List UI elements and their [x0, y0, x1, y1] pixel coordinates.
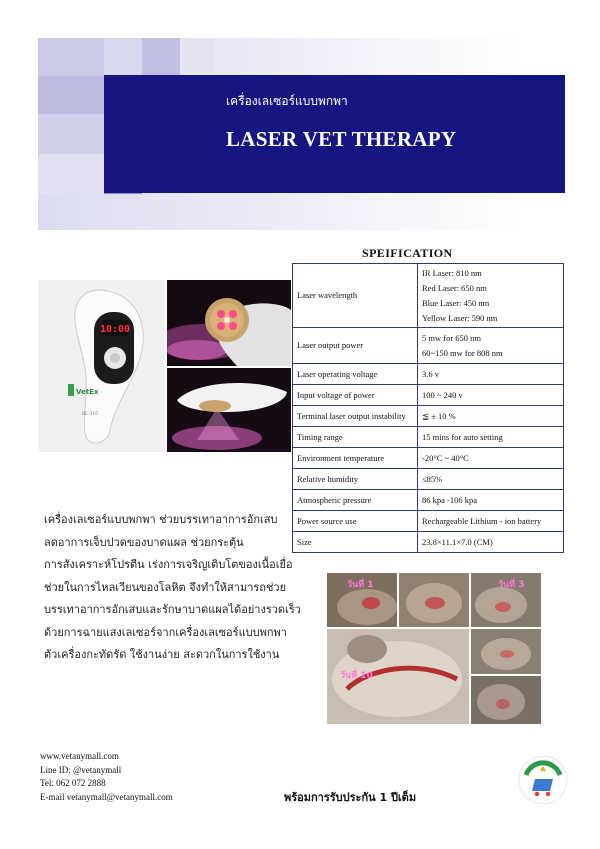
- spec-value: Rechargeable Lithium - ion battery: [418, 511, 564, 532]
- table-row: [293, 264, 564, 328]
- table-row: [293, 532, 564, 553]
- spec-label: Terminal laser output instability: [293, 406, 418, 427]
- device-brand: VetEx: [76, 388, 99, 396]
- day-10-label: วันที่ 10: [340, 671, 373, 681]
- spec-label: Relative humidity: [293, 469, 418, 490]
- cat-photo-day2: [399, 573, 469, 627]
- spec-label: Laser output power: [293, 328, 418, 364]
- vet-any-mall-logo: [518, 755, 568, 805]
- spec-table: [292, 263, 564, 553]
- description-paragraph: [44, 509, 314, 667]
- spec-label: Atmospheric pressure: [293, 490, 418, 511]
- email: E-mail vetanymall@vetanymall.com: [40, 791, 173, 802]
- table-row: [293, 511, 564, 532]
- table-row: [293, 448, 564, 469]
- table-row: [293, 364, 564, 385]
- device-display-text: 10:00: [99, 324, 131, 335]
- table-row: [293, 328, 564, 364]
- day-1-label: วันที่ 1: [347, 580, 374, 590]
- description-line: ด้วยการฉายแสงเลเซอร์จากเครื่องเลเซอร์แบบพกพา: [44, 625, 287, 639]
- spec-label: Environment temperature: [293, 448, 418, 469]
- spec-label: Input voltage of power: [293, 385, 418, 406]
- contact-info: [40, 750, 173, 804]
- spec-value: 23.8×11.1×7.0 (CM): [418, 532, 564, 553]
- device-photo: [38, 280, 165, 452]
- spec-heading: SPEIFICATION: [362, 246, 453, 260]
- spec-label: Timing range: [293, 427, 418, 448]
- thai-title: เครื่องเลเซอร์แบบพกพา: [226, 94, 348, 108]
- description-line: บรรเทาอาการอักเสบและรักษาบาดแผลได้อย่างรวดเร็ว: [44, 603, 301, 616]
- telephone: Tel: 062 072 2888: [40, 778, 106, 788]
- device-model: BE-310: [82, 412, 99, 417]
- spec-value: 3.6 v: [418, 364, 564, 385]
- description-line: ลดอาการเจ็บปวดของบาดแผล ช่วยกระตุ้น: [44, 535, 244, 549]
- table-row: [293, 406, 564, 427]
- description-line: การสังเคราะห์โปรตีน เร่งการเจริญเติบโตของเนื้อเยื่อ: [44, 558, 293, 571]
- spec-label: Size: [293, 532, 418, 553]
- spec-value: ≤85%: [418, 469, 564, 490]
- table-row: [293, 385, 564, 406]
- spec-value: 15 mins for auto setting: [418, 427, 564, 448]
- spec-value: -20°C ~ 40°C: [418, 448, 564, 469]
- line-id: Line ID: @vetanymall: [40, 764, 122, 775]
- spec-value: 100 ~ 240 v: [418, 385, 564, 406]
- spec-value: IR Laser: 810 nm Red Laser: 650 nm Blue Laser: 450 nm Yellow Laser: 590 nm: [418, 264, 564, 328]
- website-link[interactable]: www.vetanymall.com: [40, 751, 119, 761]
- spec-value: 5 mw for 650 nm 60~150 mw for 808 nm: [418, 328, 564, 364]
- spec-label: Power source use: [293, 511, 418, 532]
- spec-label: Laser wavelength: [293, 264, 418, 328]
- table-row: [293, 490, 564, 511]
- laser-head-photo: [167, 280, 291, 366]
- spec-value: ≦ ± 10 %: [418, 406, 564, 427]
- day-3-label: วันที่ 3: [498, 580, 525, 590]
- spec-value: 86 kpa -106 kpa: [418, 490, 564, 511]
- page-title: LASER VET THERAPY: [226, 127, 457, 151]
- cat-photo-day4: [471, 629, 541, 674]
- description-line: เครื่องเลเซอร์แบบพกพา ช่วยบรรเทาอาการอักเสบ: [44, 513, 278, 526]
- description-line: ตัวเครื่องกะทัดรัด ใช้งานง่าย สะดวกในการใช้งาน: [44, 648, 280, 661]
- laser-beam-photo: [167, 368, 291, 452]
- warranty-text: พร้อมการรับประกัน 1 ปีเต็ม: [284, 791, 417, 804]
- description-line: ช่วยในการไหลเวียนของโลหิต จึงทำให้สามารถช่วย: [44, 580, 287, 594]
- cat-photo-day5: [471, 676, 541, 724]
- spec-label: Laser operating voltage: [293, 364, 418, 385]
- table-row: [293, 427, 564, 448]
- table-row: [293, 469, 564, 490]
